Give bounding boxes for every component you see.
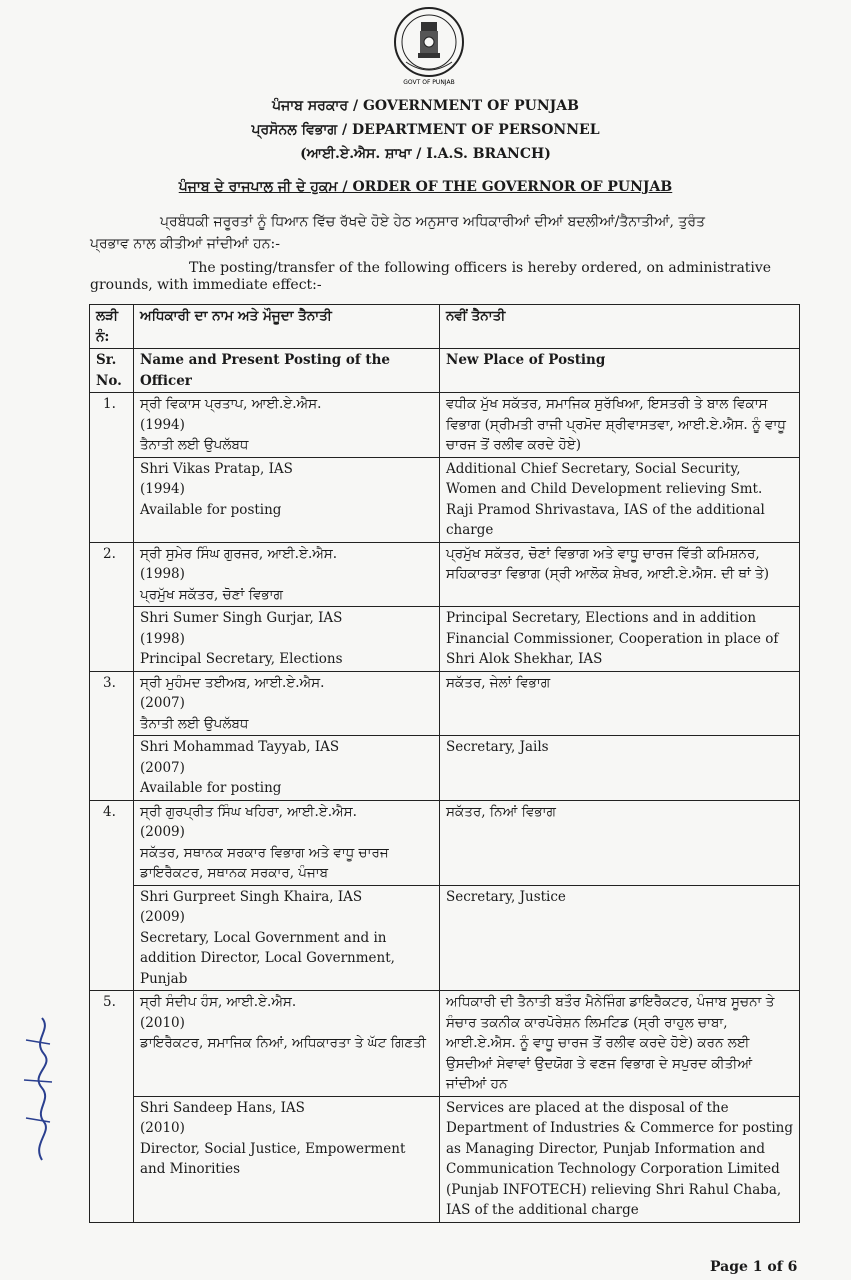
table-row [90,457,800,542]
officer-batch: (2007) [140,695,185,711]
officer-batch: (1994) [140,481,185,497]
officer-name: ਸ੍ਰੀ ਗੁਰਪ੍ਰੀਤ ਸਿੰਘ ਖਹਿਰਾ, ਆਈ.ਏ.ਐਸ. [140,803,357,820]
table-row [90,991,800,1097]
table-row [90,671,800,736]
present-posting: Director, Social Justice, Empowerment and Minorities [140,1140,406,1177]
posting-orders-table [89,304,800,1223]
officer-name: ਸ੍ਰੀ ਸੰਦੀਪ ਹੰਸ, ਆਈ.ਏ.ਐਸ. [140,994,297,1010]
new-posting-punjabi: ਵਧੀਕ ਮੁੱਖ ਸਕੱਤਰ, ਸਮਾਜਿਕ ਸੁਰੱਖਿਆ, ਇਸਤਰੀ ਤੇ ਬਾਲ ਵਿਕਾਸ ਵਿਭਾਗ (ਸ੍ਰੀਮਤੀ ਰਾਜੀ ਪ੍ਰਮੋਦ ਸ਼੍ਰੀਵਾਸਤਵਾ, ਆਈ.ਏ.ਐਸ. ਨੂੰ ਵਾਧੂ ਚਾਰਜ ਤੋਂ ਰਲੀਵ ਕਰਦੇ ਹੋਏ) [440,393,800,458]
government-emblem [392,4,466,86]
present-posting: ਪ੍ਰਮੁੱਖ ਸਕੱਤਰ, ਚੋਣਾਂ ਵਿਭਾਗ [140,586,283,603]
table-row [90,607,800,672]
officer-punjabi-cell [134,800,440,885]
new-posting-english: Services are placed at the disposal of the Department of Industries & Commerce for posting as Managing Director, Punjab Information and Communication Technology Corporation Limited (Punjab INFOTECH) relieving Shri Rahul Chaba, IAS of the additional charge [440,1096,800,1222]
header-name-english: Name and Present Posting of the Officer [134,349,440,393]
header-government: ਪੰਜਾਬ ਸਰਕਾਰ / GOVERNMENT OF PUNJAB [272,98,579,114]
serial-number: 1. [90,393,134,543]
officer-batch: (2007) [140,759,185,776]
officer-punjabi-cell [134,671,440,736]
header-posting-english: New Place of Posting [440,349,800,393]
officer-name: Shri Gurpreet Singh Khaira, IAS [140,888,363,905]
officer-batch: (1998) [140,630,185,647]
new-posting-punjabi: ਸਕੱਤਰ, ਨਿਆਂ ਵਿਭਾਗ [440,800,800,885]
officer-punjabi-cell [134,991,440,1097]
officer-name: ਸ੍ਰੀ ਮੁਹੰਮਦ ਤਈਅਬ, ਆਈ.ਏ.ਐਸ. [140,674,325,691]
present-posting: Available for posting [140,501,282,518]
officer-punjabi-cell [134,393,440,458]
table-row [90,736,800,801]
order-title: ਪੰਜਾਬ ਦੇ ਰਾਜਪਾਲ ਜੀ ਦੇ ਹੁਕਮ / ORDER OF THE GOVERNOR OF PUNJAB [178,179,673,195]
officer-name: ਸ੍ਰੀ ਸੁਮੇਰ ਸਿੰਘ ਗੁਰਜਰ, ਆਈ.ਏ.ਐਸ. [140,545,338,562]
officer-punjabi-cell [134,542,440,607]
table-row [90,1096,800,1222]
officer-english-cell [134,457,440,542]
intro-english-line1: The posting/transfer of the following officers is hereby ordered, on administrative [189,260,772,276]
present-posting: Principal Secretary, Elections [140,651,343,667]
officer-batch: (2009) [140,824,185,840]
officer-name: ਸ੍ਰੀ ਵਿਕਾਸ ਪ੍ਰਤਾਪ, ਆਈ.ਏ.ਐਸ. [140,396,322,412]
table-header-row-english [90,349,800,393]
page-number: Page 1 of 6 [710,1259,798,1275]
svg-text:GOVT OF PUNJAB: GOVT OF PUNJAB [403,79,455,86]
table-row [90,542,800,607]
officer-name: Shri Vikas Pratap, IAS [140,460,293,477]
present-posting: ਤੈਨਾਤੀ ਲਈ ਉਪਲੱਬਧ [140,715,249,732]
officer-name: Shri Sandeep Hans, IAS [140,1099,305,1116]
officer-english-cell [134,885,440,991]
serial-number: 4. [90,800,134,991]
present-posting: Secretary, Local Government and in addition Director, Local Government, Punjab [140,929,395,987]
table-row [90,393,800,458]
header-branch: (ਆਈ.ਏ.ਐਸ. ਸ਼ਾਖਾ / I.A.S. BRANCH) [300,146,551,162]
officer-name: Shri Sumer Singh Gurjar, IAS [140,610,343,626]
present-posting: ਤੈਨਾਤੀ ਲਈ ਉਪਲੱਬਧ [140,437,249,453]
present-posting: ਸਕੱਤਰ, ਸਥਾਨਕ ਸਰਕਾਰ ਵਿਭਾਗ ਅਤੇ ਵਾਧੂ ਚਾਰਜ ਡਾਇਰੈਕਟਰ, ਸਥਾਨਕ ਸਰਕਾਰ, ਪੰਜਾਬ [140,844,389,881]
intro-punjabi-line2: ਪ੍ਰਭਾਵ ਨਾਲ ਕੀਤੀਆਂ ਜਾਂਦੀਆਂ ਹਨ:- [90,236,280,252]
new-posting-english: Principal Secretary, Elections and in addition Financial Commissioner, Cooperation in place of Shri Alok Shekhar, IAS [440,607,800,672]
header-sr-punjabi: ਲੜੀ ਨੰ: [90,305,134,349]
new-posting-english: Additional Chief Secretary, Social Security, Women and Child Development relieving Smt. Raji Pramod Shrivastava, IAS of the additional charge [440,457,800,542]
officer-batch: (2009) [140,909,185,925]
new-posting-punjabi: ਅਧਿਕਾਰੀ ਦੀ ਤੈਨਾਤੀ ਬਤੌਰ ਮੈਨੇਜਿੰਗ ਡਾਇਰੈਕਟਰ, ਪੰਜਾਬ ਸੂਚਨਾ ਤੇ ਸੰਚਾਰ ਤਕਨੀਕ ਕਾਰਪੋਰੇਸ਼ਨ ਲਿਮਟਿਡ (ਸ੍ਰੀ ਰਾਹੁਲ ਚਾਬਾ, ਆਈ.ਏ.ਐਸ. ਨੂੰ ਵਾਧੂ ਚਾਰਜ ਤੋਂ ਰਲੀਵ ਕਰਦੇ ਹੋਏ) ਕਰਨ ਲਈ ਉਸਦੀਆਂ ਸੇਵਾਵਾਂ ਉਦਯੋਗ ਤੇ ਵਣਜ ਵਿਭਾਗ ਦੇ ਸਪੁਰਦ ਕੀਤੀਆਂ ਜਾਂਦੀਆਂ ਹਨ [440,991,800,1097]
table-row [90,800,800,885]
present-posting: ਡਾਇਰੈਕਟਰ, ਸਮਾਜਿਕ ਨਿਆਂ, ਅਧਿਕਾਰਤਾ ਤੇ ਘੱਟ ਗਿਣਤੀ [140,1035,426,1051]
header-posting-punjabi: ਨਵੀਂ ਤੈਨਾਤੀ [440,305,800,349]
officer-batch: (1998) [140,566,185,582]
officer-name: Shri Mohammad Tayyab, IAS [140,739,340,755]
table-row [90,885,800,991]
header-department: ਪ੍ਰਸੋਨਲ ਵਿਭਾਗ / DEPARTMENT OF PERSONNEL [251,122,600,138]
officer-batch: (2010) [140,1120,185,1136]
new-posting-punjabi: ਸਕੱਤਰ, ਜੇਲਾਂ ਵਿਭਾਗ [440,671,800,736]
handwritten-signature [12,1010,62,1170]
officer-english-cell [134,607,440,672]
new-posting-punjabi: ਪ੍ਰਮੁੱਖ ਸਕੱਤਰ, ਚੋਣਾਂ ਵਿਭਾਗ ਅਤੇ ਵਾਧੂ ਚਾਰਜ ਵਿੱਤੀ ਕਮਿਸ਼ਨਰ, ਸਹਿਕਾਰਤਾ ਵਿਭਾਗ (ਸ੍ਰੀ ਆਲੋਕ ਸ਼ੇਖਰ, ਆਈ.ਏ.ਐਸ. ਦੀ ਥਾਂ ਤੇ) [440,542,800,607]
serial-number: 3. [90,671,134,800]
officer-english-cell [134,736,440,801]
officer-batch: (1994) [140,416,185,433]
serial-number: 2. [90,542,134,671]
serial-number: 5. [90,991,134,1223]
header-sr-english: Sr. No. [90,349,134,393]
header-name-punjabi: ਅਧਿਕਾਰੀ ਦਾ ਨਾਮ ਅਤੇ ਮੌਜੂਦਾ ਤੈਨਾਤੀ [134,305,440,349]
officer-batch: (2010) [140,1014,185,1031]
officer-english-cell [134,1096,440,1222]
table-header-row-punjabi [90,305,800,349]
intro-punjabi-line1: ਪ੍ਰਬੰਧਕੀ ਜਰੂਰਤਾਂ ਨੂੰ ਧਿਆਨ ਵਿੱਚ ਰੱਖਦੇ ਹੋਏ ਹੇਠ ਅਨੁਸਾਰ ਅਧਿਕਾਰੀਆਂ ਦੀਆਂ ਬਦਲੀਆਂ/ਤੈਨਾਤੀਆਂ, ਤੁਰੰਤ [160,214,706,230]
new-posting-english: Secretary, Justice [440,885,800,991]
intro-english-line2: grounds, with immediate effect:- [90,277,322,293]
new-posting-english: Secretary, Jails [440,736,800,801]
present-posting: Available for posting [140,780,282,796]
